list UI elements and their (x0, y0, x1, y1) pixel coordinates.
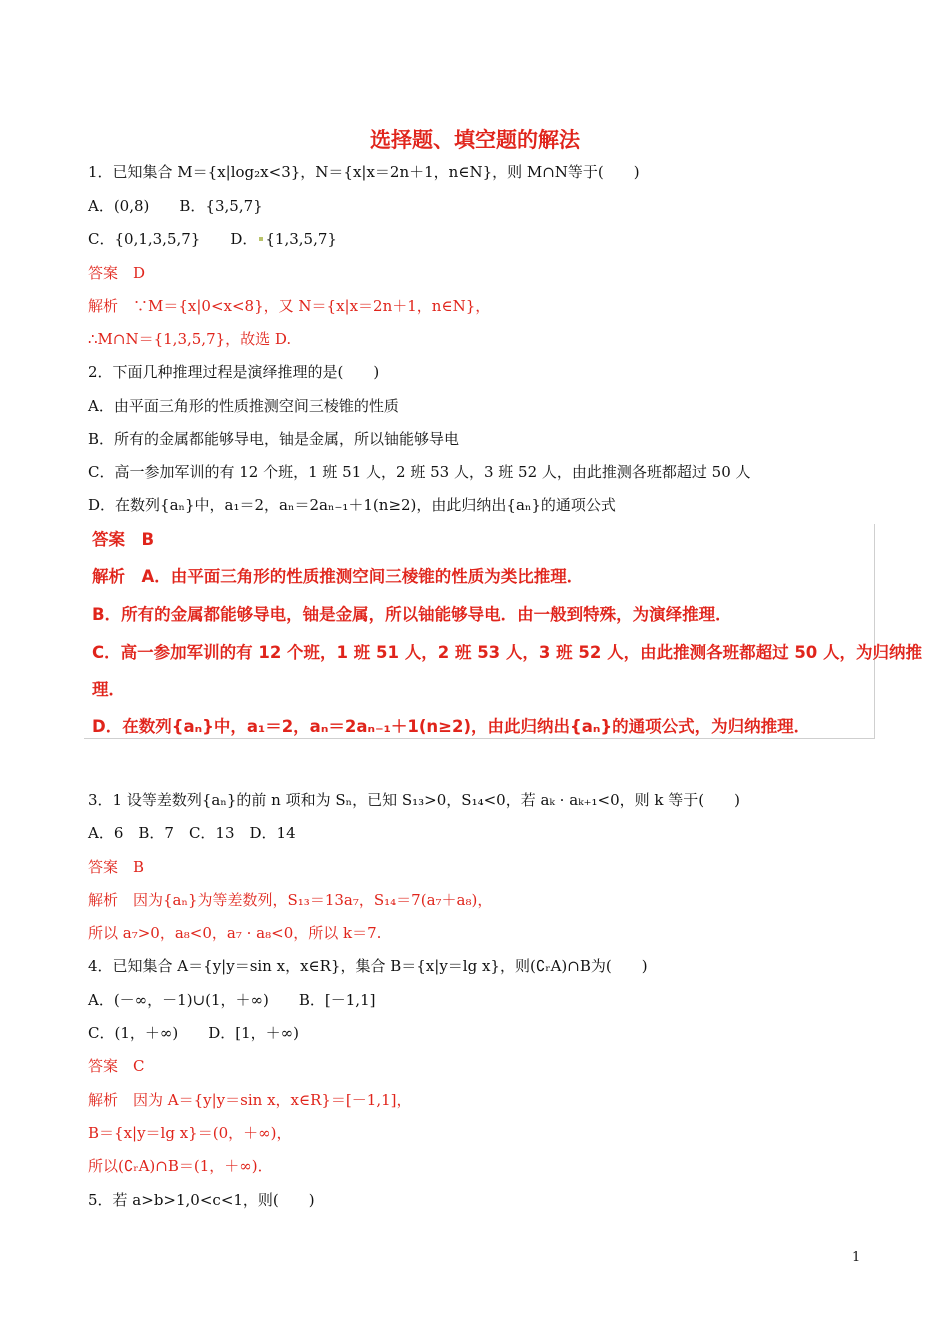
text-line: 2．下面几种推理过程是演绎推理的是( ) (88, 363, 380, 381)
page-number: 1 (852, 1250, 861, 1265)
text-line: C．高一参加军训的有 12 个班，1 班 51 人，2 班 53 人，3 班 52 人，由此推测各班都超过 50 人 (88, 463, 751, 481)
text-line: 4．已知集合 A＝{y|y＝sin x，x∈R}，集合 B＝{x|y＝lg x}，则(∁ᵣA)∩B为( ) (88, 957, 648, 975)
answer-line: 答案 B (92, 530, 155, 549)
text-line: 5．若 a>b>1,0<c<1，则( ) (88, 1191, 315, 1209)
text-line: 3．1 设等差数列{aₙ}的前 n 项和为 Sₙ，已知 S₁₃>0，S₁₄<0，若 aₖ · aₖ₊₁<0，则 k 等于( ) (88, 791, 740, 809)
text-line: B＝{x|y＝lg x}＝(0，＋∞)， (88, 1124, 292, 1142)
text-line: 1．已知集合 M＝{x|log₂x<3}，N＝{x|x＝2n＋1，n∈N}，则 M∩N等于( ) (88, 163, 640, 181)
text-line: 解析 ∵M＝{x|0<x<8}，又 N＝{x|x＝2n＋1，n∈N}， (88, 297, 491, 315)
answer-box (84, 524, 875, 739)
answer-line: B．所有的金属都能够导电，铀是金属，所以铀能够导电．由一般到特殊，为演绎推理． (92, 605, 732, 624)
text-line: A．(－∞，－1)∪(1，＋∞) B．[－1,1] (88, 991, 376, 1009)
text-line: 答案 D (88, 264, 146, 282)
text-line: A．(0,8) B．{3,5,7} (88, 197, 263, 215)
text-line: 解析 因为{aₙ}为等差数列，S₁₃＝13a₇，S₁₄＝7(a₇＋a₈)， (88, 891, 493, 909)
text-line: 答案 B (88, 858, 145, 876)
text-line: 解析 因为 A＝{y|y＝sin x，x∈R}＝[－1,1]， (88, 1091, 412, 1109)
page-title: 选择题、填空题的解法 (370, 128, 580, 152)
text-line: ∴M∩N＝{1,3,5,7}，故选 D. (88, 330, 292, 348)
text-line: A．由平面三角形的性质推测空间三棱锥的性质 (88, 397, 399, 415)
text-line: C．(1，＋∞) D．[1，＋∞) (88, 1024, 299, 1042)
answer-line: 理． (92, 680, 125, 699)
text-line: B．所有的金属都能够导电，铀是金属，所以铀能够导电 (88, 430, 460, 448)
text-line: 所以 a₇>0，a₈<0，a₇ · a₈<0，所以 k＝7. (88, 924, 382, 942)
answer-line: 解析 A．由平面三角形的性质推测空间三棱锥的性质为类比推理． (92, 567, 584, 586)
dot-mark-icon (259, 237, 263, 241)
answer-line: C．高一参加军训的有 12 个班，1 班 51 人，2 班 53 人，3 班 52 人，由此推测各班都超过 50 人，为归纳推 (92, 643, 923, 662)
text-line: D．在数列{aₙ}中，a₁＝2，aₙ＝2aₙ₋₁＋1(n≥2)，由此归纳出{aₙ}的通项公式 (88, 496, 616, 514)
text-line: 答案 C (88, 1057, 145, 1075)
text-line: A．6 B．7 C．13 D．14 (88, 824, 296, 842)
answer-line: D．在数列{aₙ}中，a₁＝2，aₙ＝2aₙ₋₁＋1(n≥2)，由此归纳出{aₙ}的通项公式，为归纳推理． (92, 717, 811, 736)
text-line: C．{0,1,3,5,7} D． {1,3,5,7} (88, 230, 337, 248)
text-line: 所以(∁ᵣA)∩B＝(1，＋∞)． (88, 1157, 273, 1175)
